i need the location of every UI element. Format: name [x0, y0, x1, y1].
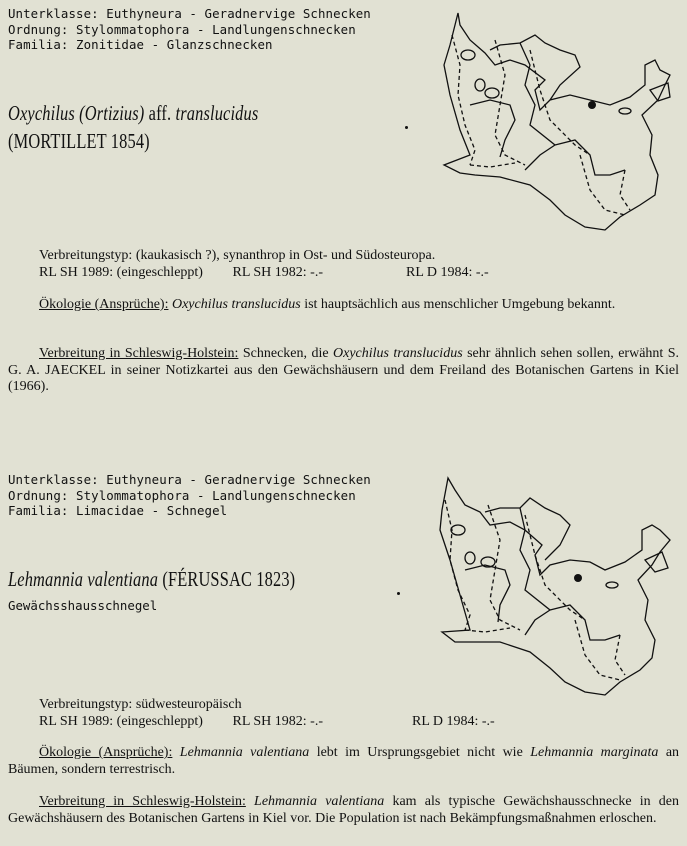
species-aff: aff. — [148, 101, 172, 125]
oekologie-block — [8, 745, 679, 778]
verbreitung-species-name: Oxychilus translucidus — [333, 346, 463, 361]
verbreitung-block — [8, 794, 679, 827]
taxonomy-block — [8, 6, 371, 53]
taxonomy-block — [8, 472, 371, 519]
verbreitung-block — [8, 346, 679, 396]
oekologie-species-name: Oxychilus translucidus — [171, 297, 301, 312]
rl-d-1984: RL D 1984: -.- — [406, 264, 489, 280]
taxonomy-ordnung: Ordnung: Stylommatophora - Landlungenschnecken — [8, 487, 356, 503]
oekologie-label: Ökologie (Ansprüche): — [39, 745, 173, 760]
rl-sh-1989: RL SH 1989: (eingeschleppt) — [39, 713, 203, 729]
verbreitung-label: Verbreitung in Schleswig-Holstein: — [39, 794, 246, 809]
oekologie-species-name-2: Lehmannia marginata — [530, 745, 659, 760]
record-marker — [588, 101, 596, 109]
taxonomy-unterklasse: Unterklasse: Euthyneura - Geradnervige Schnecken — [8, 6, 371, 21]
speck — [405, 126, 408, 129]
verbreitung-species-name: Lehmannia valentiana — [254, 794, 385, 809]
taxonomy-familia: Familia: Limacidae - Schnegel — [8, 503, 228, 518]
oekologie-label: Ökologie (Ansprüche): — [39, 297, 169, 312]
rl-sh-1982: RL SH 1982: -.- — [232, 264, 323, 280]
rl-sh-1982: RL SH 1982: -.- — [232, 713, 323, 729]
speck — [397, 592, 400, 595]
verbreitungstyp-block — [8, 697, 679, 730]
common-name: Gewächsshausschnegel — [8, 598, 158, 613]
verbreitungstyp-block — [8, 248, 679, 281]
verbreitung-text: kam als typische Gewächshausschnecke in den Gewächshäusern des Botanischen Gartens in Kiel vor. Die Population ist nach Bekämpfungsmaßnahmen erloschen. — [8, 794, 679, 826]
species-author: (FÉRUSSAC 1823) — [162, 567, 296, 591]
distribution-map-1 — [430, 5, 675, 235]
record-marker — [574, 574, 582, 582]
taxonomy-familia: Familia: Zonitidae - Glanzschnecken — [8, 37, 273, 52]
oekologie-mid: lebt im Ursprungsgebiet nicht wie — [316, 745, 523, 760]
taxonomy-unterklasse: Unterklasse: Euthyneura - Geradnervige Schnecken — [8, 472, 371, 487]
taxonomy-ordnung: Ordnung: Stylommatophora - Landlungenschnecken — [8, 21, 356, 37]
species-name: Lehmannia valentiana — [8, 567, 159, 591]
verbreitung-label: Verbreitung in Schleswig-Holstein: — [39, 346, 239, 361]
species-genus: Oxychilus (Ortizius) — [8, 101, 145, 125]
species-title — [8, 100, 258, 127]
red-list-row — [8, 265, 679, 282]
species-author: (MORTILLET 1854) — [8, 129, 150, 153]
oekologie-block — [8, 297, 679, 314]
verbreitung-text: sehr ähnlich sehen sollen, erwähnt S. G. A. JAECKEL in seiner Notizkartei aus den Gewächshäusern und dem Freiland des Botanischen Gartens in Kiel (1966). — [8, 346, 680, 394]
verbreitungstyp: Verbreitungstyp: (kaukasisch ?), synanthrop in Ost- und Südosteuropa. — [39, 248, 436, 263]
rl-sh-1989: RL SH 1989: (eingeschleppt) — [39, 264, 203, 280]
species-epithet: translucidus — [175, 101, 259, 125]
oekologie-text: an Bäumen, sondern terrestrisch. — [8, 745, 680, 777]
oekologie-species-name: Lehmannia valentiana — [179, 745, 310, 760]
rl-d-1984: RL D 1984: -.- — [412, 713, 495, 729]
verbreitung-pre: Schnecken, die — [242, 346, 329, 361]
oekologie-text: ist hauptsächlich aus menschlicher Umgebung bekannt. — [304, 297, 616, 312]
verbreitungstyp: Verbreitungstyp: südwesteuropäisch — [39, 697, 242, 712]
species-title — [8, 566, 295, 593]
red-list-row — [8, 714, 679, 731]
distribution-map-2 — [430, 470, 675, 700]
